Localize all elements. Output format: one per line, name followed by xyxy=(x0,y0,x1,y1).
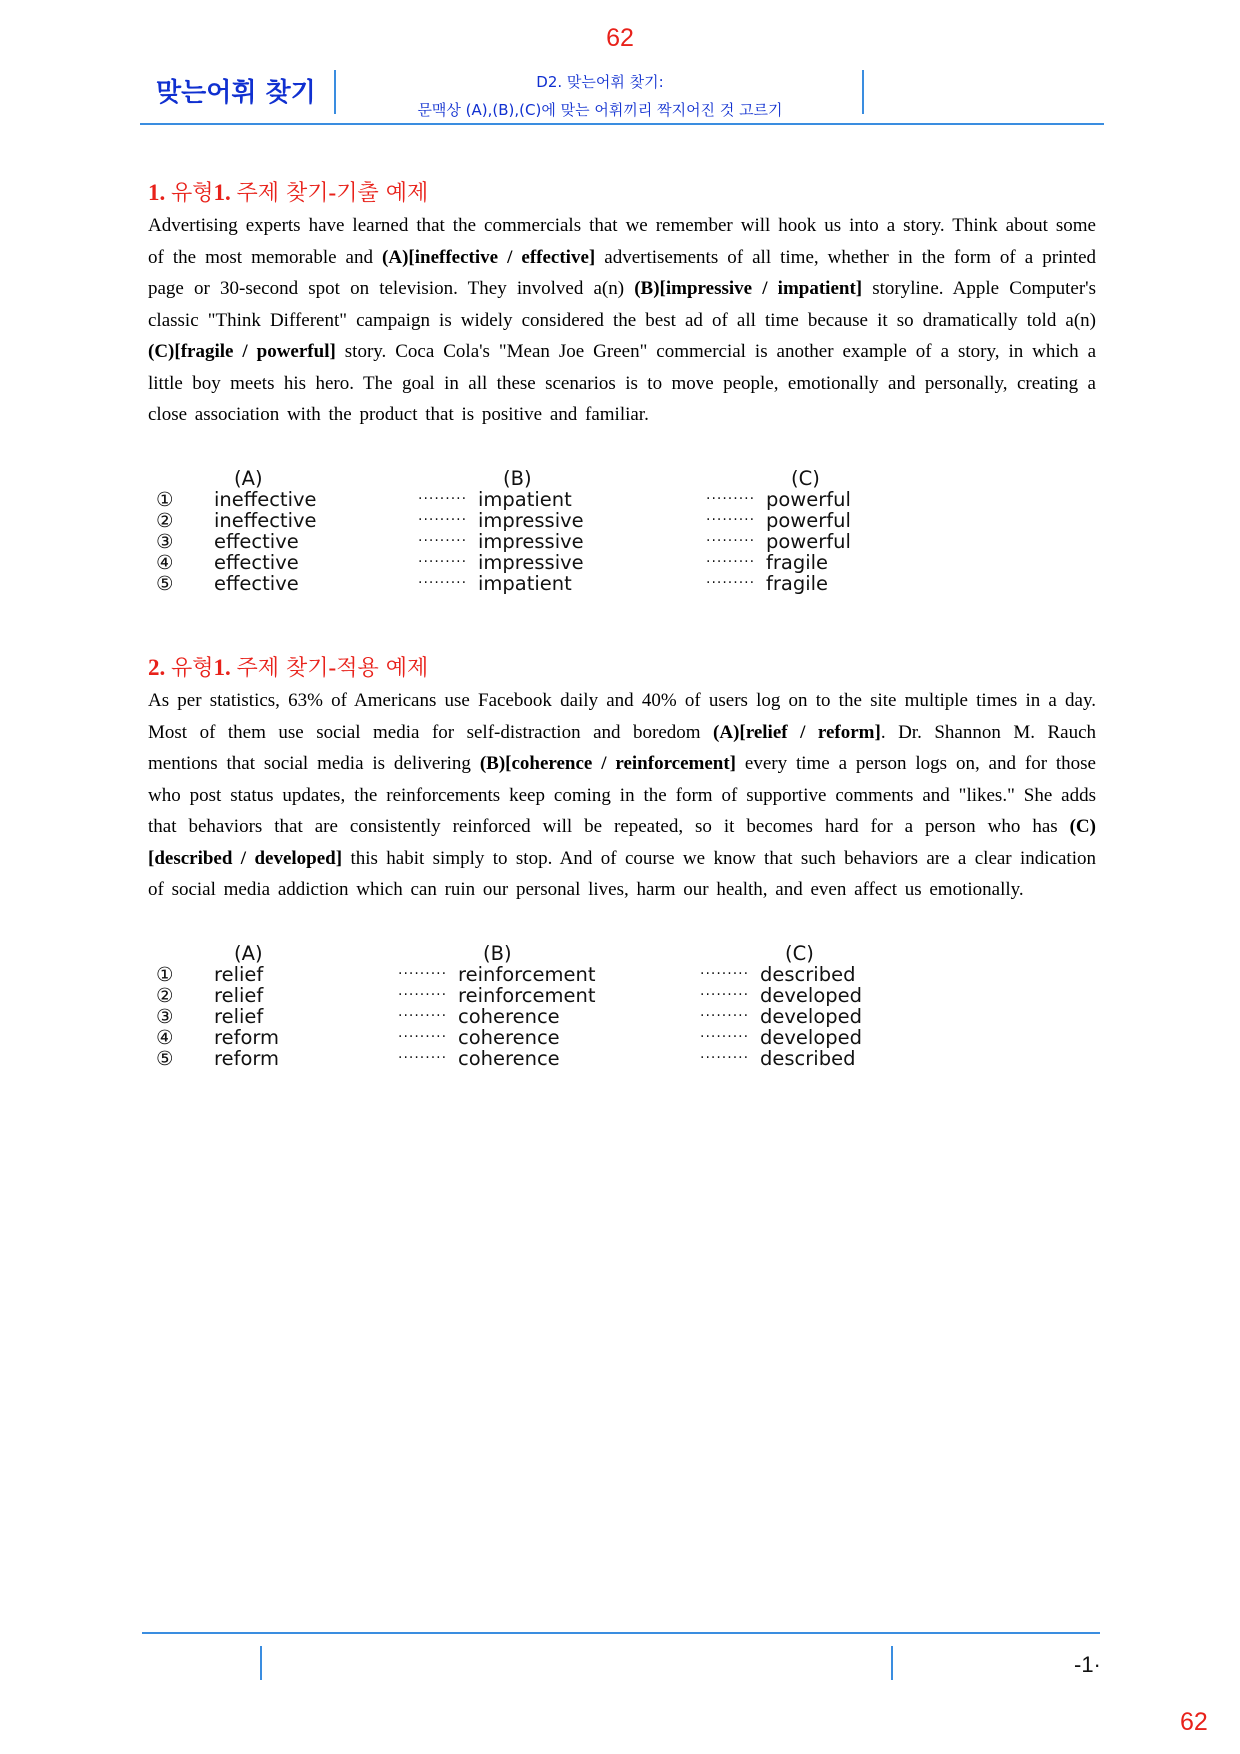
option-c: developed xyxy=(760,1026,863,1049)
question-label-dash: - xyxy=(328,180,337,205)
option-c: developed xyxy=(760,1005,863,1028)
option-leader: ········· xyxy=(398,966,448,982)
option-b: impressive xyxy=(478,530,584,553)
option-row[interactable] xyxy=(148,489,1048,510)
option-c: powerful xyxy=(766,530,851,553)
option-number: ③ xyxy=(156,530,174,553)
option-number: ⑤ xyxy=(156,572,174,595)
passage-text: Advertising experts have learned that the commercials that we remember will hook us into a story. Think about some of the most memorable and xyxy=(148,215,1096,268)
header-title: 맞는어휘 찾기 xyxy=(156,78,316,108)
question-label-kind: 적용 예제 xyxy=(336,656,429,681)
option-number: ① xyxy=(156,488,174,511)
option-row[interactable] xyxy=(148,531,1048,552)
option-row[interactable] xyxy=(148,964,1048,985)
header-rule xyxy=(140,123,1104,125)
option-number: ② xyxy=(156,984,174,1007)
options-column-header: (A) xyxy=(234,467,263,490)
question-1-passage xyxy=(148,210,1096,431)
question-1-title xyxy=(148,176,428,207)
option-b: impressive xyxy=(478,509,584,532)
question-number: 2. xyxy=(148,655,166,680)
options-column-header: (A) xyxy=(234,942,263,965)
option-c: fragile xyxy=(766,551,829,574)
passage-text: story. Coca Cola's "Mean Joe Green" commercial is another example of a story, in which a little boy meets his hero. The goal in all these scenarios is to move people, emotionally and personally, creating a close association with the product that is positive and familiar. xyxy=(148,341,1097,425)
options-header-row xyxy=(148,468,1048,489)
option-row[interactable] xyxy=(148,1006,1048,1027)
question-label-rest: 주제 찾기 xyxy=(236,656,329,681)
passage-text: . Dr. Shannon M. Rauch mentions that social media is delivering xyxy=(148,721,1096,774)
header-divider-right xyxy=(862,70,864,114)
option-a: effective xyxy=(214,572,299,595)
option-b: coherence xyxy=(458,1026,560,1049)
option-b: coherence xyxy=(458,1047,560,1070)
footer-rule xyxy=(142,1632,1100,1634)
option-leader: ········· xyxy=(398,1008,448,1024)
question-1-options xyxy=(148,468,1048,594)
page-number-bottom: 62 xyxy=(1180,1708,1208,1736)
passage-text: this habit simply to stop. And of course we know that such behaviors are a clear indication of social media addiction which can ruin our personal lives, harm our health, and even affect us emotionally. xyxy=(148,847,1096,900)
option-leader: ········· xyxy=(706,512,756,528)
option-leader: ········· xyxy=(418,533,468,549)
footer-divider-right xyxy=(891,1646,893,1680)
question-label-number: 1. xyxy=(213,180,231,205)
option-leader: ········· xyxy=(418,491,468,507)
option-row[interactable] xyxy=(148,573,1048,594)
option-row[interactable] xyxy=(148,1027,1048,1048)
options-column-header: (B) xyxy=(483,942,512,965)
option-row[interactable] xyxy=(148,1048,1048,1069)
option-b: impatient xyxy=(478,488,572,511)
option-b: impatient xyxy=(478,572,572,595)
option-a: relief xyxy=(214,963,264,986)
option-leader: ········· xyxy=(700,1050,750,1066)
passage-text: advertisements of all time, whether in the form of a printed page or 30-second spot on television. They involved a(n) xyxy=(148,246,1097,299)
option-leader: ········· xyxy=(418,575,468,591)
option-c: developed xyxy=(760,984,863,1007)
option-number: ④ xyxy=(156,1026,174,1049)
question-label-number: 1. xyxy=(213,655,231,680)
option-leader: ········· xyxy=(700,1008,750,1024)
passage-text: storyline. Apple Computer's classic "Think Different" campaign is widely considered the best ad of all time because it so dramatically told a(n) xyxy=(148,278,1097,331)
option-a: relief xyxy=(214,984,264,1007)
option-number: ③ xyxy=(156,1005,174,1028)
options-column-header: (C) xyxy=(785,942,814,965)
header-subtitle xyxy=(340,68,860,124)
question-number: 1. xyxy=(148,180,166,205)
passage-choice: (B)[coherence / reinforcement] xyxy=(479,753,737,774)
footer-divider-left xyxy=(260,1646,262,1680)
option-row[interactable] xyxy=(148,552,1048,573)
footer-page-label: -1· xyxy=(1074,1652,1101,1677)
option-leader: ········· xyxy=(700,966,750,982)
question-2-title xyxy=(148,651,428,682)
page-number-top: 62 xyxy=(606,24,634,52)
question-2-passage xyxy=(148,685,1096,906)
option-c: described xyxy=(760,963,856,986)
option-a: relief xyxy=(214,1005,264,1028)
option-b: impressive xyxy=(478,551,584,574)
option-a: effective xyxy=(214,530,299,553)
question-label-kind: 기출 예제 xyxy=(336,181,429,206)
option-leader: ········· xyxy=(398,987,448,1003)
option-row[interactable] xyxy=(148,510,1048,531)
option-a: reform xyxy=(214,1026,280,1049)
option-number: ⑤ xyxy=(156,1047,174,1070)
option-leader: ········· xyxy=(418,512,468,528)
option-number: ② xyxy=(156,509,174,532)
option-leader: ········· xyxy=(706,491,756,507)
option-leader: ········· xyxy=(706,554,756,570)
question-label-dash: - xyxy=(328,655,337,680)
options-column-header: (C) xyxy=(791,467,820,490)
option-b: reinforcement xyxy=(458,963,596,986)
option-leader: ········· xyxy=(700,1029,750,1045)
question-label-prefix: 유형 xyxy=(171,181,214,206)
option-c: powerful xyxy=(766,488,851,511)
option-b: reinforcement xyxy=(458,984,596,1007)
option-number: ④ xyxy=(156,551,174,574)
option-c: described xyxy=(760,1047,856,1070)
option-a: ineffective xyxy=(214,488,317,511)
option-leader: ········· xyxy=(700,987,750,1003)
option-number: ① xyxy=(156,963,174,986)
passage-choice: (C)[fragile / powerful] xyxy=(148,341,336,362)
passage-choice: (C)[described / developed] xyxy=(148,816,1096,869)
option-a: effective xyxy=(214,551,299,574)
option-a: reform xyxy=(214,1047,280,1070)
option-leader: ········· xyxy=(418,554,468,570)
passage-choice: (B)[impressive / impatient] xyxy=(634,278,863,299)
option-c: fragile xyxy=(766,572,829,595)
option-leader: ········· xyxy=(706,533,756,549)
option-c: powerful xyxy=(766,509,851,532)
header-divider-left xyxy=(334,70,336,114)
option-leader: ········· xyxy=(398,1029,448,1045)
question-label-rest: 주제 찾기 xyxy=(236,181,329,206)
question-2-options xyxy=(148,943,1048,1069)
options-column-header: (B) xyxy=(503,467,532,490)
passage-choice: (A)[ineffective / effective] xyxy=(382,246,596,268)
option-row[interactable] xyxy=(148,985,1048,1006)
option-a: ineffective xyxy=(214,509,317,532)
options-header-row xyxy=(148,943,1048,964)
passage-choice: (A)[relief / reform] xyxy=(713,721,881,743)
option-b: coherence xyxy=(458,1005,560,1028)
passage-text: every time a person logs on, and for those who post status updates, the reinforcements keep coming in the form of supportive comments and "likes." She adds that behaviors that are consistently reinforced will be repeated, so it becomes hard for a person who has xyxy=(148,753,1096,837)
passage-text: As per statistics, 63% of Americans use Facebook daily and 40% of users log on to the site multiple times in a day. Most of them use social media for self-distraction and boredom xyxy=(148,690,1096,743)
header-subtitle-line1: D2. 맞는어휘 찾기: xyxy=(536,73,664,91)
question-label-prefix: 유형 xyxy=(171,656,214,681)
header-subtitle-line2: 문맥상 (A),(B),(C)에 맞는 어휘끼리 짝지어진 것 고르기 xyxy=(417,101,783,119)
option-leader: ········· xyxy=(398,1050,448,1066)
option-leader: ········· xyxy=(706,575,756,591)
